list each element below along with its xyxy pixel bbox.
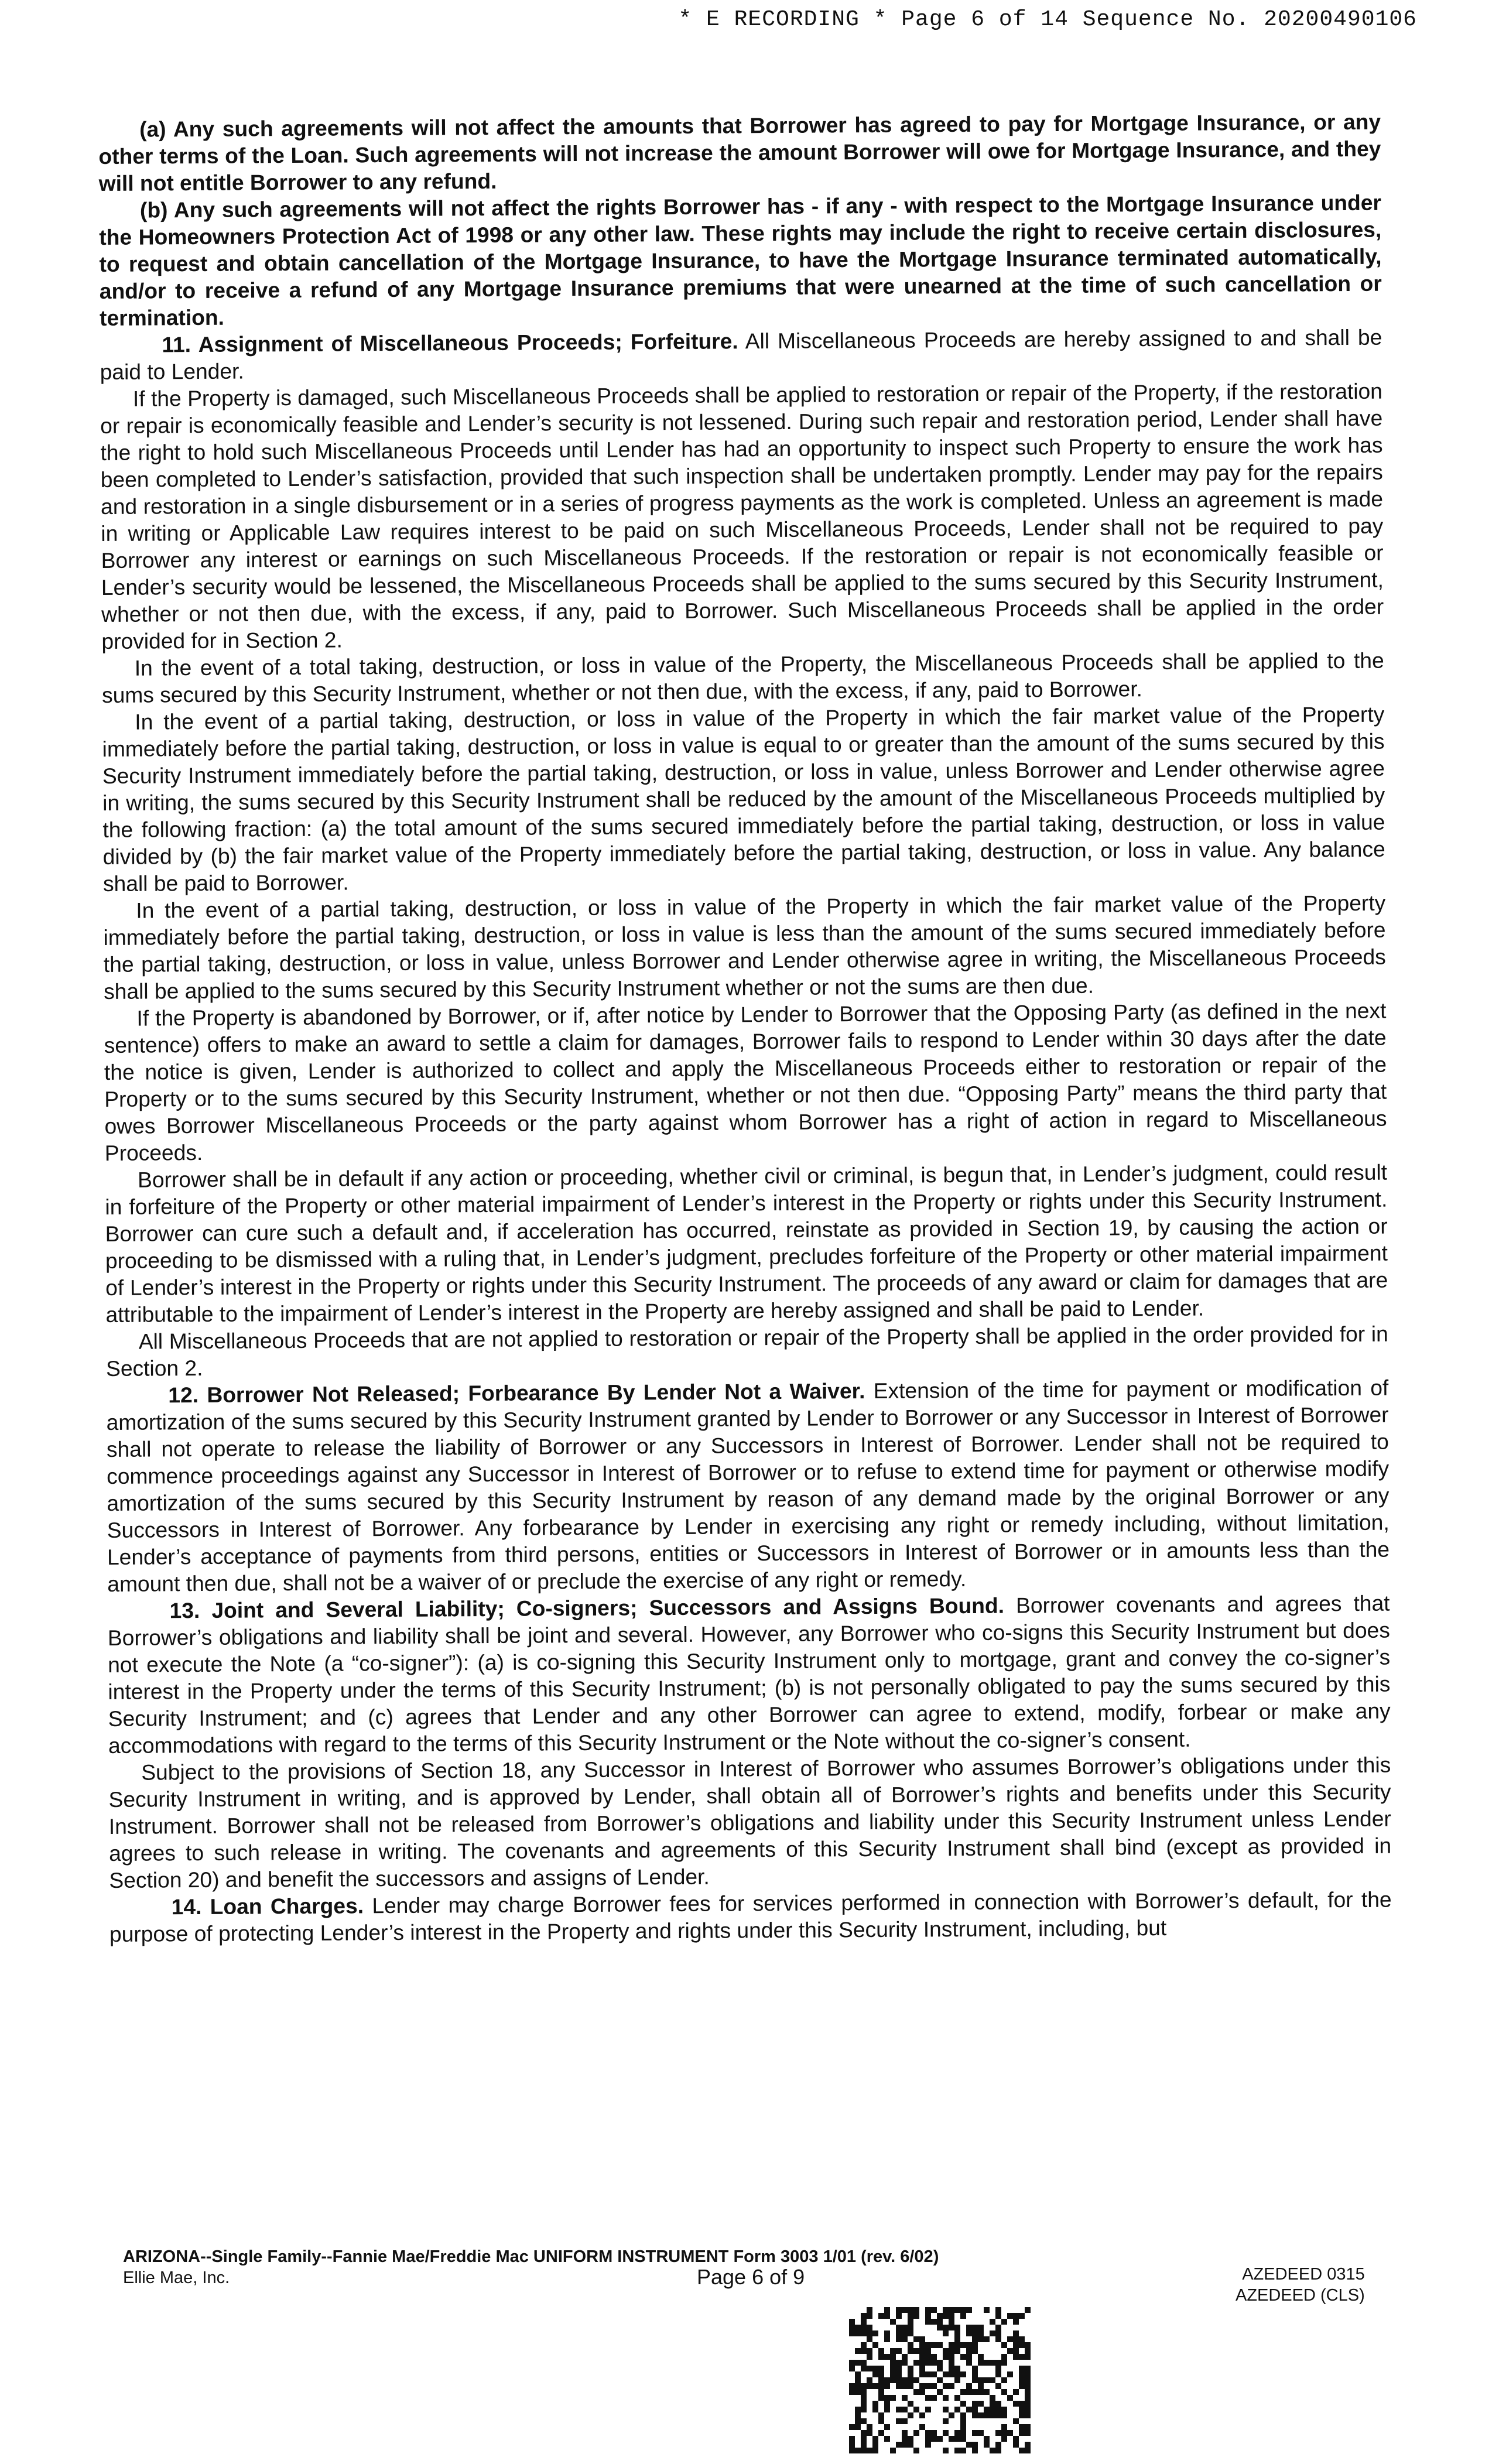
section-13: [107, 1590, 1391, 1759]
section-14-heading: 14. Loan Charges.: [171, 1893, 364, 1919]
section-11-paragraph: In the event of a partial taking, destruction, or loss in value of the Property in which the fair market value of the Property immediately before the partial taking, destruction, or loss in value is equal to or greater than the amount of the sums secured by this Security Instrument immediately before the partial taking, destruction, or loss in value, unless Borrower and Lender otherwise agree in writing, the sums secured by this Security Instrument shall be reduced by the amount of the Miscellaneous Proceeds multiplied by the following fraction: (a) the total amount of the sums secured immediately before the partial taking, destruction, or loss in value divided by (b) the fair market value of the Property immediately before the partial taking, destruction, or loss in value. Any balance shall be paid to Borrower.: [102, 701, 1385, 896]
section-11-paragraph: If the Property is damaged, such Miscellaneous Proceeds shall be applied to restoration or repair of the Property, if the restoration or repair is economically feasible and Lender’s security is not lessened. During such repair and restoration period, Lender shall have the right to hold such Miscellaneous Proceeds until Lender has had an opportunity to inspect such Property to ensure the work has been completed to Lender’s satisfaction, provided that such inspection shall be undertaken promptly. Lender may pay for the repairs and restoration in a single disbursement or in a series of progress payments as the work is completed. Unless an agreement is made in writing or Applicable Law requires interest to be paid on such Miscellaneous Proceeds, Lender shall not be required to pay Borrower any interest or earnings on such Miscellaneous Proceeds. If the restoration or repair is not economically feasible or Lender’s security would be lessened, the Miscellaneous Proceeds shall be applied to the sums secured by this Security Instrument, whether or not then due, with the excess, if any, paid to Borrower. Such Miscellaneous Proceeds shall be applied in the order provided for in Section 2.: [100, 378, 1384, 653]
section-11-paragraph: If the Property is abandoned by Borrower, or if, after notice by Lender to Borrower that the Opposing Party (as defined in the next sentence) offers to make an award to settle a claim for damages, Borrower fails to respond to Lender within 30 days after the date the notice is given, Lender is authorized to collect and apply the Miscellaneous Proceeds either to restoration or repair of the Property or to the sums secured by this Security Instrument, whether or not then due. “Opposing Party” means the third party that owes Borrower Miscellaneous Proceeds or the party against whom Borrower has a right of action in regard to Miscellaneous Proceeds.: [104, 998, 1387, 1165]
section-11-heading: 11. Assignment of Miscellaneous Proceeds; Forfeiture.: [162, 328, 738, 357]
section-12-text: Extension of the time for payment or modification of amortization of the sums secured by this Security Instrument granted by Lender to Borrower or any Successor in Interest of Borrower shall not operate to release the liability of Borrower or any Successors in Interest of Borrower. Lender shall not be required to commence proceedings against any Successor in Interest of Borrower or to refuse to extend time for payment or otherwise modify amortization of the sums secured by this Security Instrument by reason of any demand made by the original Borrower or any Successors in Interest of Borrower. Any forbearance by Lender in exercising any right or remedy including, without limitation, Lender’s acceptance of payments from third persons, entities or Successors in Interest of Borrower or in amounts less than the amount then due, shall not be a waiver of or preclude the exercise of any right or remedy.: [106, 1375, 1390, 1596]
section-14-text: Lender may charge Borrower fees for services performed in connection with Borrower’s default, for the purpose of protecting Lender’s interest in the Property and rights under this Security Instrument, including, but: [109, 1887, 1392, 1946]
section-11-text: All Miscellaneous Proceeds are hereby assigned to and shall be paid to Lender.: [100, 324, 1382, 384]
recording-header: * E RECORDING * Page 6 of 14 Sequence No. 20200490106: [678, 7, 1417, 32]
document-body: [98, 108, 1392, 1948]
paragraph-a: (a) Any such agreements will not affect the amounts that Borrower has agreed to pay for Mortgage Insurance, or any other terms of the Loan. Such agreements will not increase the amount Borrower will owe for Mortgage Insurance, and they will not entitle Borrower to any refund.: [98, 109, 1381, 196]
form-code: AZEDEED 0315: [1242, 2265, 1365, 2284]
paragraph-b: (b) Any such agreements will not affect the rights Borrower has - if any - with respect to the Mortgage Insurance under the Homeowners Protection Act of 1998 or any other law. These rights may include the right to receive certain disclosures, to request and obtain cancellation of the Mortgage Insurance, to have the Mortgage Insurance terminated automatically, and/or to receive a refund of any Mortgage Insurance premiums that were unearned at the time of such cancellation or termination.: [99, 190, 1382, 330]
section-12: [106, 1374, 1390, 1597]
vendor-name: Ellie Mae, Inc.: [123, 2268, 230, 2287]
section-13-paragraph: Subject to the provisions of Section 18, any Successor in Interest of Borrower who assumes Borrower’s obligations under this Security Instrument in writing, and is approved by Lender, shall obtain all of Borrower’s rights and benefits under this Security Instrument. Borrower shall not be released from Borrower’s obligations and liability under this Security Instrument unless Lender agrees to such release in writing. The covenants and agreements of this Security Instrument shall bind (except as provided in Section 20) and benefit the successors and assigns of Lender.: [108, 1752, 1392, 1893]
section-11-paragraph: All Miscellaneous Proceeds that are not applied to restoration or repair of the Property shall be applied in the order provided for in Section 2.: [105, 1321, 1388, 1381]
section-13-heading: 13. Joint and Several Liability; Co-signers; Successors and Assigns Bound.: [169, 1593, 1005, 1623]
page-number: Page 6 of 9: [697, 2265, 805, 2289]
section-11: [100, 324, 1382, 385]
section-14: [109, 1886, 1392, 1948]
form-title: ARIZONA--Single Family--Fannie Mae/Freddie Mac UNIFORM INSTRUMENT Form 3003 1/01 (rev. 6/02): [123, 2247, 939, 2266]
form-code-cls: AZEDEED (CLS): [1236, 2286, 1365, 2305]
section-11-paragraph: In the event of a partial taking, destruction, or loss in value of the Property in which the fair market value of the Property immediately before the partial taking, destruction, or loss in value is less than the amount of the sums secured immediately before the partial taking, destruction, or loss in value, unless Borrower and Lender otherwise agree in writing, the Miscellaneous Proceeds shall be applied to the sums secured by this Security Instrument whether or not the sums are then due.: [103, 890, 1386, 1004]
footer-form-info: [123, 2246, 939, 2288]
section-13-text: Borrower covenants and agrees that Borrower’s obligations and liability shall be joint and several. However, any Borrower who co-signs this Security Instrument but does not execute the Note (a “co-signer”): (a) is co-signing this Security Instrument only to mortgage, grant and convey the co-signer’s interest in the Property under the terms of this Security Instrument; (b) is not personally obligated to pay the sums secured by this Security Instrument; and (c) agrees that Lender and any other Borrower can agree to extend, modify, forbear or make any accommodations with regard to the terms of this Security Instrument or the Note without the co-signer’s consent.: [107, 1590, 1391, 1758]
section-12-heading: 12. Borrower Not Released; Forbearance By Lender Not a Waiver.: [168, 1378, 865, 1408]
section-11-paragraph: Borrower shall be in default if any action or proceeding, whether civil or criminal, is begun that, in Lender’s judgment, could result in forfeiture of the Property or other material impairment of Lender’s interest in the Property or rights under this Security Instrument. Borrower can cure such a default and, if acceleration has occurred, reinstate as provided in Section 19, by causing the action or proceeding to be dismissed with a ruling that, in Lender’s judgment, precludes forfeiture of the Property or other material impairment of Lender’s interest in the Property or rights under this Security Instrument. The proceeds of any award or claim for damages that are attributable to the impairment of Lender’s interest in the Property are hereby assigned and shall be paid to Lender.: [105, 1159, 1388, 1327]
barcode-icon: [849, 2307, 1031, 2453]
footer-form-codes: [1236, 2264, 1365, 2306]
section-11-paragraph: In the event of a total taking, destruction, or loss in value of the Property, the Miscellaneous Proceeds shall be applied to the sums secured by this Security Instrument, whether or not then due, with the excess, if any, paid to Borrower.: [101, 648, 1384, 707]
